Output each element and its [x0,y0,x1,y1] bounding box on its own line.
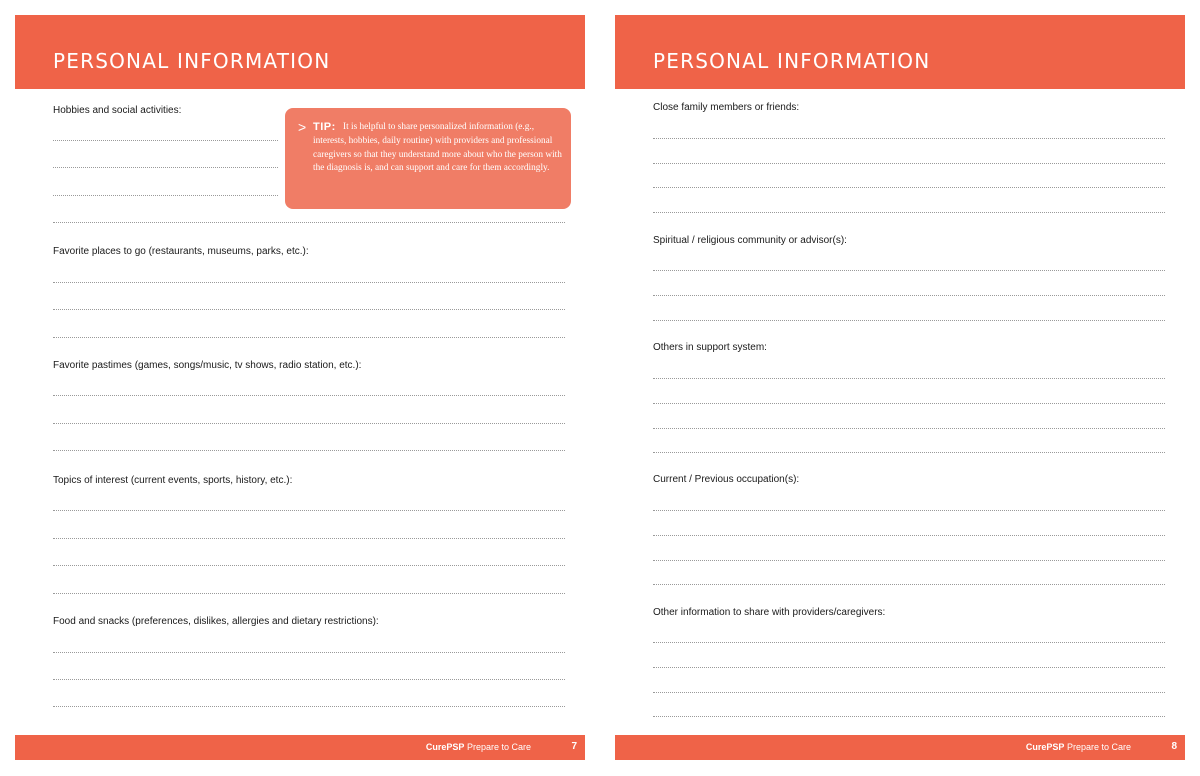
tip-body: It is helpful to share personalized information (e.g., interests, hobbies, daily routine) with providers and professional caregivers so that they understand more about who the person with the diagnosis is, and can support and care for them accordingly. [313,122,562,174]
write-line[interactable] [53,395,565,396]
write-line[interactable] [653,428,1165,429]
brand-name: CurePSP [1025,742,1065,752]
write-line[interactable] [53,450,565,451]
section-label-food-and-snacks: Food and snacks (preferences, dislikes, allergies and dietary restrictions): [53,616,379,627]
write-line[interactable] [53,593,565,594]
section-label-close-family: Close family members or friends: [653,102,800,113]
write-line[interactable] [53,282,565,283]
page-header [15,15,585,89]
write-line[interactable] [653,163,1165,164]
write-line[interactable] [653,642,1165,643]
section-label-spiritual-community: Spiritual / religious community or advisor(s): [653,235,847,246]
brand-name: CurePSP [425,742,465,752]
chevron-right-icon: > [298,119,307,135]
write-line[interactable] [53,565,565,566]
write-line[interactable] [53,222,565,223]
write-line[interactable] [653,510,1165,511]
left-page [15,0,585,776]
write-line[interactable] [653,584,1165,585]
section-label-topics-of-interest: Topics of interest (current events, sports, history, etc.): [53,475,293,486]
write-line[interactable] [53,195,278,196]
write-line[interactable] [653,187,1165,188]
write-line[interactable] [53,167,278,168]
write-line[interactable] [53,679,565,680]
page-number: 8 [1171,741,1177,752]
section-label-favorite-places: Favorite places to go (restaurants, museums, parks, etc.): [53,246,309,257]
footer-brand [1026,742,1131,752]
brand-tagline: Prepare to Care [466,742,531,752]
write-line[interactable] [53,652,565,653]
page-title: PERSONAL INFORMATION [653,49,931,73]
write-line[interactable] [53,140,278,141]
section-label-occupation: Current / Previous occupation(s): [653,474,800,485]
write-line[interactable] [53,337,565,338]
write-line[interactable] [653,270,1165,271]
section-label-hobbies: Hobbies and social activities: [53,105,182,116]
write-line[interactable] [653,403,1165,404]
write-line[interactable] [53,510,565,511]
page-header [615,15,1185,89]
write-line[interactable] [653,320,1165,321]
tip-text [313,121,563,176]
write-line[interactable] [653,212,1165,213]
tip-label: TIP: [313,121,336,133]
page-footer [15,735,585,760]
write-line[interactable] [653,692,1165,693]
write-line[interactable] [53,423,565,424]
section-label-support-system: Others in support system: [653,342,767,353]
write-line[interactable] [53,309,565,310]
write-line[interactable] [653,716,1165,717]
section-label-favorite-pastimes: Favorite pastimes (games, songs/music, tv shows, radio station, etc.): [53,360,362,371]
tip-callout [285,108,571,209]
write-line[interactable] [53,538,565,539]
page-number: 7 [571,741,577,752]
page-title: PERSONAL INFORMATION [53,49,331,73]
write-line[interactable] [653,560,1165,561]
write-line[interactable] [653,138,1165,139]
page-footer [615,735,1185,760]
write-line[interactable] [53,706,565,707]
section-label-other-information: Other information to share with providers/caregivers: [653,607,886,618]
write-line[interactable] [653,535,1165,536]
brand-tagline: Prepare to Care [1066,742,1131,752]
write-line[interactable] [653,452,1165,453]
right-page [615,0,1185,776]
write-line[interactable] [653,667,1165,668]
write-line[interactable] [653,378,1165,379]
footer-brand [426,742,531,752]
write-line[interactable] [653,295,1165,296]
